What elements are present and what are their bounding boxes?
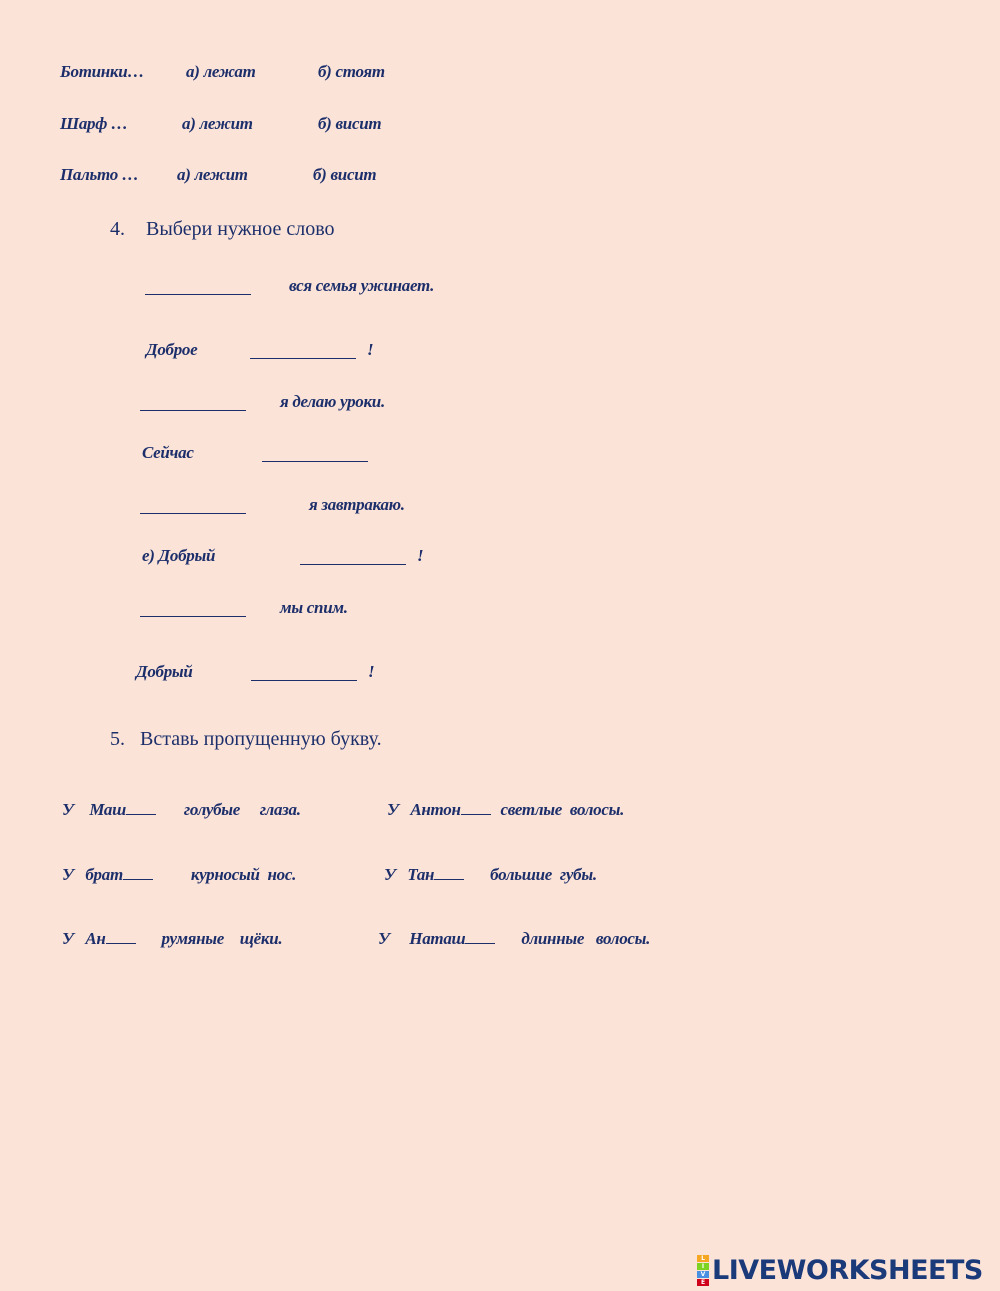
live-mark-icon <box>697 1255 709 1286</box>
sec5-row-3-right-pre: У Наташ <box>378 929 466 948</box>
sec4-heading: Выбери нужное слово <box>146 218 335 240</box>
sec5-row-3-right-post: длинные волосы. <box>521 929 651 948</box>
sec5-row-2-left-blank[interactable] <box>123 865 153 880</box>
sec5-row-3-right-blank[interactable] <box>465 929 495 944</box>
sec5-row-2-right <box>384 865 597 885</box>
sec3-row-1-subject: Ботинки… <box>60 62 145 81</box>
sec5-row-3-left <box>62 929 282 949</box>
sec5-row-1-right-blank[interactable] <box>461 800 491 815</box>
sec5-row-2-left-pre: У брат <box>62 865 123 884</box>
sec4-item-2-blank[interactable] <box>250 344 356 359</box>
sec5-heading: Вставь пропущенную букву. <box>140 728 382 750</box>
sec4-item-2-before: Доброе <box>146 340 198 359</box>
sec4-item-1-after: вся семья ужинает. <box>289 276 435 295</box>
sec4-item-4-before: Сейчас <box>142 443 194 462</box>
sec5-heading-number: 5. <box>110 728 125 750</box>
sec4-item-8-blank[interactable] <box>251 666 357 681</box>
sec5-row-2-left-post: курносый нос. <box>190 865 297 884</box>
sec5-row-1-left-post: голубые глаза. <box>183 800 301 819</box>
sec4-item-6-blank[interactable] <box>300 550 406 565</box>
sec5-row-2-left <box>62 865 296 885</box>
sec3-row-1-option-a[interactable]: а) лежат <box>186 62 256 81</box>
sec5-row-1-left <box>62 800 301 820</box>
sec5-row-1-left-blank[interactable] <box>126 800 156 815</box>
sec3-row-3-option-b[interactable]: б) висит <box>313 165 377 184</box>
sec4-item-8-before: Добрый <box>136 662 193 681</box>
sec4-item-3-blank[interactable] <box>140 396 246 411</box>
sec4-item-3-after: я делаю уроки. <box>280 392 385 411</box>
sec5-row-3-left-blank[interactable] <box>106 929 136 944</box>
sec5-row-2-right-post: большие губы. <box>490 865 597 884</box>
sec4-item-6-before: е) Добрый <box>142 546 216 565</box>
sec4-item-6-after: ! <box>417 546 424 565</box>
sec5-row-1-right-pre: У Антон <box>387 800 461 819</box>
live-mark-letter: V <box>697 1271 709 1278</box>
sec3-row-2-option-a[interactable]: а) лежит <box>182 114 253 133</box>
liveworksheets-logo <box>697 1255 983 1285</box>
sec4-item-4-blank[interactable] <box>262 447 368 462</box>
logo-text: LIVEWORKSHEETS <box>712 1254 983 1286</box>
live-mark-letter: E <box>697 1279 709 1286</box>
live-mark-letter: I <box>697 1263 709 1270</box>
sec4-item-5-after: я завтракаю. <box>309 495 405 514</box>
sec4-item-5-blank[interactable] <box>140 499 246 514</box>
sec3-row-1-option-b[interactable]: б) стоят <box>318 62 385 81</box>
sec4-item-1-blank[interactable] <box>145 280 251 295</box>
sec5-row-1-left-pre: У Маш <box>62 800 126 819</box>
sec3-row-3-option-a[interactable]: а) лежит <box>177 165 248 184</box>
sec4-item-7-after: мы спим. <box>280 598 348 617</box>
sec4-heading-number: 4. <box>110 218 125 240</box>
sec5-row-1-right <box>387 800 624 820</box>
live-mark-letter: L <box>697 1255 709 1262</box>
sec4-item-8-after: ! <box>368 662 375 681</box>
sec5-row-1-right-post: светлые волосы. <box>500 800 625 819</box>
sec5-row-2-right-blank[interactable] <box>434 865 464 880</box>
sec4-item-2-after: ! <box>367 340 374 359</box>
sec5-row-2-right-pre: У Тан <box>384 865 435 884</box>
sec3-row-3-subject: Пальто … <box>60 165 139 184</box>
sec5-row-3-left-pre: У Ан <box>62 929 106 948</box>
sec4-item-7-blank[interactable] <box>140 602 246 617</box>
sec3-row-2-option-b[interactable]: б) висит <box>318 114 382 133</box>
sec5-row-3-left-post: румяные щёки. <box>161 929 283 948</box>
sec5-row-3-right <box>378 929 650 949</box>
sec3-row-2-subject: Шарф … <box>60 114 128 133</box>
